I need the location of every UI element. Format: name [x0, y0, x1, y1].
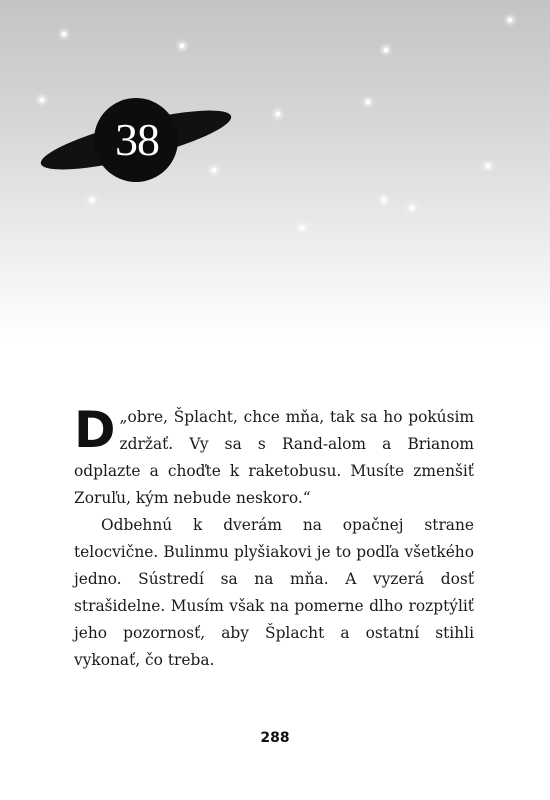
- drop-cap: D: [74, 401, 116, 459]
- chapter-body-text: [74, 401, 474, 674]
- star: [384, 48, 388, 52]
- paragraph-1: [74, 401, 474, 512]
- star: [508, 18, 512, 22]
- chapter-planet-icon: [36, 94, 236, 186]
- star: [180, 44, 184, 48]
- star: [382, 198, 386, 202]
- star: [300, 226, 304, 230]
- star: [366, 100, 370, 104]
- star: [276, 112, 280, 116]
- star: [486, 164, 490, 168]
- chapter-number: 38: [115, 114, 159, 165]
- page-number: 288: [260, 730, 290, 746]
- opening-quote: „: [119, 408, 128, 426]
- paragraph-2: Odbehnú k dverám na opačnej strane telocvične. Bulinmu plyšiakovi je to podľa všetkého jedno. Sústredí sa na mňa. A vyzerá dosť strašidelne. Musím však na pomerne dlho rozptýliť jeho pozornosť, aby Šplacht a ostatní stihli vykonať, čo treba.: [74, 516, 474, 669]
- star: [90, 198, 94, 202]
- star: [62, 32, 66, 36]
- paragraph-1-text: obre, Šplacht, chce mňa, tak sa ho pokúsim zdržať. Vy sa s Rand-alom a Brianom odplazte a choďte k raketobusu. Musíte zmenšiť Zoruľu, kým nebude neskoro.“: [74, 408, 474, 507]
- star: [410, 206, 414, 210]
